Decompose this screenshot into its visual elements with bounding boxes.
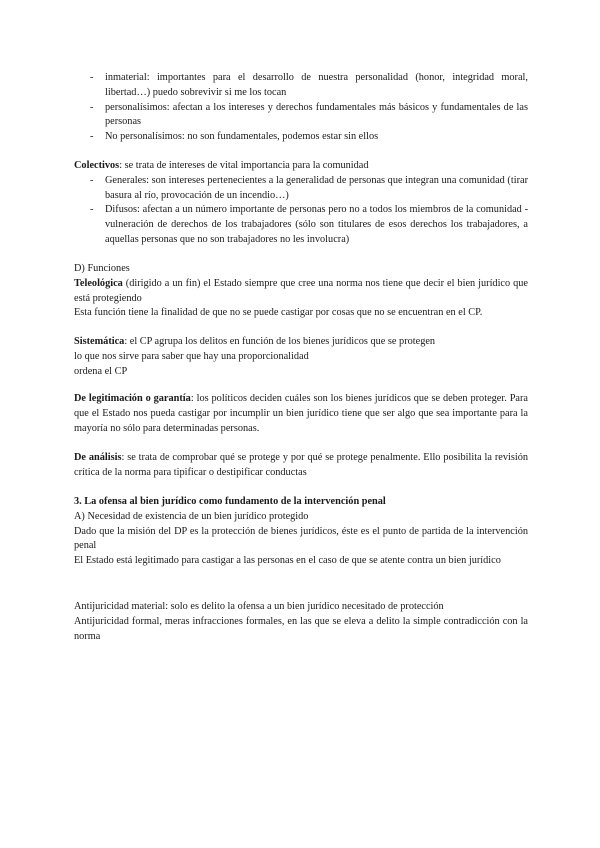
- section-3: [74, 495, 528, 569]
- funciones-heading: D) Funciones: [74, 263, 130, 274]
- list-item: - No personalísimos: no son fundamentales, podemos estar sin ellos: [74, 130, 528, 145]
- legitimacion-section: [74, 392, 528, 436]
- sistematica-line2: lo que nos sirve para saber que hay una proporcionalidad: [74, 350, 309, 362]
- sistematica-paragraph: [74, 335, 528, 350]
- list-personales: [74, 71, 528, 145]
- sistematica-line3: ordena el CP: [74, 365, 128, 377]
- sistematica-section: [74, 335, 528, 379]
- list-item: - inmaterial: importantes para el desarrollo de nuestra personalidad (honor, integridad moral, libertad…) puedo sobrevivir si me los tocan: [74, 71, 528, 101]
- teleologica-term: Teleológica: [74, 277, 123, 289]
- sistematica-term: Sistemática: [74, 336, 125, 347]
- teleologica-note: Esta función tiene la finalidad de que no se puede castigar por cosas que no se encuentran en el CP.: [74, 307, 483, 319]
- colectivos-paragraph: [74, 159, 528, 174]
- analisis-text: : se trata de comprobar qué se protege y por qué se protege penalmente. Ello posibilita la revisión crítica de la norma para tipificar o destipificar conductas: [74, 452, 528, 478]
- list-item: - Difusos: afectan a un número importante de personas pero no a todos los miembros de la comunidad - vulneración de derechos de los trabajadores (sólo son titulares de esos derechos los trabajadores, a aquellas personas que no son trabajadores no les involucra): [74, 203, 528, 247]
- colectivos-term: Colectivos: [74, 160, 120, 171]
- sistematica-text: : el CP agrupa los delitos en función de los bienes jurídicos que se protegen: [124, 336, 436, 347]
- analisis-paragraph: [74, 451, 528, 481]
- antijuricidad-formal: Antijuricidad formal, meras infracciones formales, en las que se eleva a delito la simple contradicción con la norma: [74, 615, 528, 642]
- section-3-paragraph: El Estado está legitimado para castigar a las personas en el caso de que se atente contra un bien jurídico: [74, 555, 501, 567]
- analisis-term: De análisis: [74, 452, 122, 463]
- list-item: - personalísimos: afectan a los intereses y derechos fundamentales más básicos y fundamentales de las personas: [74, 101, 528, 131]
- legitimacion-text: : los políticos deciden cuáles son los bienes jurídicos que se deben proteger. Para que el Estado nos pueda castigar por incumplir un bien jurídico tiene que ser algo que sea importante para la mayoría no sólo para determinadas personas.: [74, 393, 528, 434]
- legitimacion-paragraph: [74, 392, 528, 436]
- list-item: - Generales: son intereses pertenecientes a la generalidad de personas que integran una comunidad (tirar basura al río, provocación de un incendio…): [74, 174, 528, 204]
- antijuricidad-section: [74, 600, 528, 644]
- section-3-heading: 3. La ofensa al bien jurídico como fundamento de la intervención penal: [74, 496, 386, 507]
- legitimacion-term: De legitimación o garantía: [74, 393, 191, 404]
- colectivos-section: [74, 159, 528, 248]
- funciones-section: [74, 262, 528, 321]
- analisis-section: [74, 451, 528, 481]
- teleologica-text: (dirigido a un fin) el Estado siempre que cree una norma nos tiene que decir el bien jurídico que está protegiendo: [74, 277, 528, 304]
- antijuricidad-material: Antijuricidad material: solo es delito la ofensa a un bien jurídico necesitado de protección: [74, 601, 444, 612]
- colectivos-text: : se trata de intereses de vital importancia para la comunidad: [119, 160, 369, 171]
- teleologica-paragraph: [74, 277, 528, 307]
- section-3-paragraph: Dado que la misión del DP es la protección de bienes jurídicos, éste es el punto de partida de la intervención penal: [74, 525, 528, 552]
- section-3-subheading: A) Necesidad de existencia de un bien jurídico protegido: [74, 510, 309, 522]
